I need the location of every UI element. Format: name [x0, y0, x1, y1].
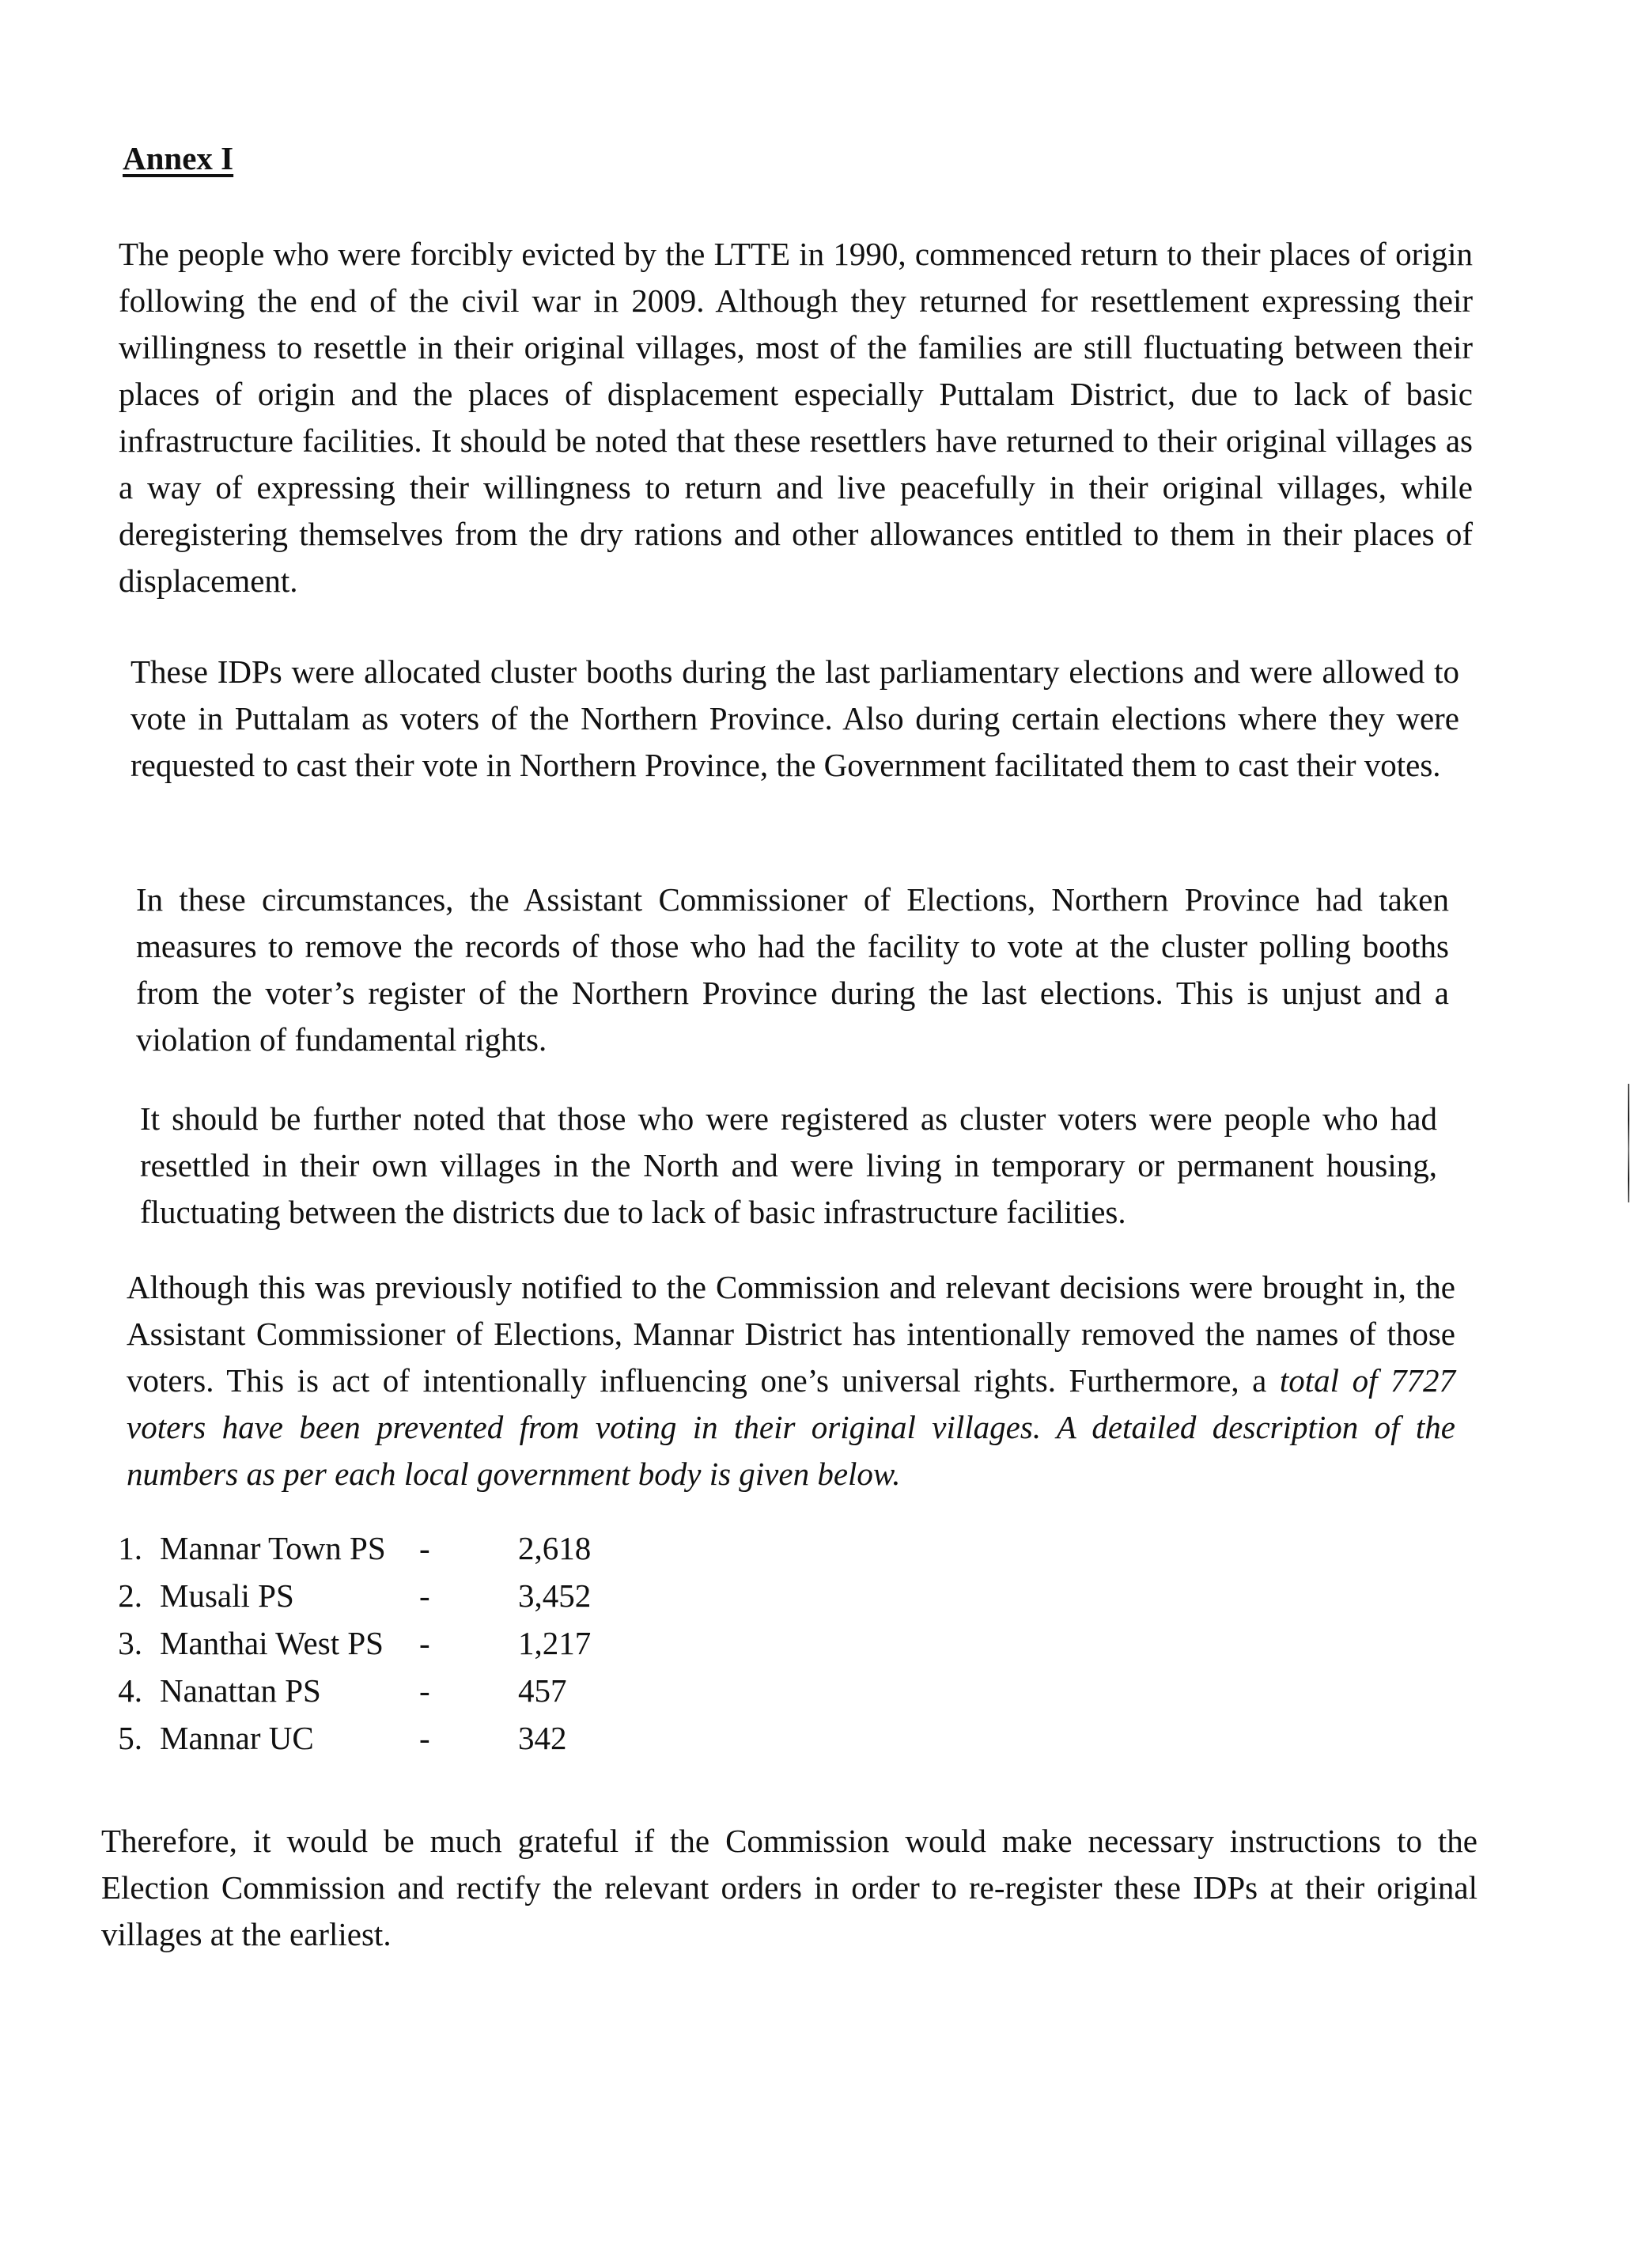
list-item-dash: - — [419, 1672, 430, 1709]
list-item-value: 342 — [518, 1720, 567, 1756]
list-item-dash: - — [419, 1720, 430, 1756]
list-item-value: 1,217 — [518, 1625, 592, 1661]
list-item-value: 2,618 — [518, 1530, 592, 1566]
annex-title: Annex I — [123, 140, 234, 176]
list-item-number: 3. — [118, 1625, 142, 1661]
list-item-dash: - — [419, 1530, 430, 1566]
list-item-dash: - — [419, 1625, 430, 1661]
paragraph-eviction-background: The people who were forcibly evicted by the LTTE in 1990, commenced return to their places of origin following the end of the civil war in 2009. Although they returned for resettlement expressing their willingness to resettle in their original villages, most of the families are still fluctuating between their places of origin and the places of displacement especially Puttalam District, due to lack of basic infrastructure facilities. It should be noted that these resettlers have returned to their original villages as a way of expressing their willingness to return and live peacefully in their original villages, while deregistering themselves from the dry rations and other allowances entitled to them in their places of displacement. — [119, 236, 1473, 599]
list-item-number: 4. — [118, 1672, 142, 1709]
list-item-body-name: Nanattan PS — [160, 1672, 321, 1709]
list-item-number: 1. — [118, 1530, 142, 1566]
list-item-number: 2. — [118, 1577, 142, 1614]
list-item-body-name: Mannar UC — [160, 1720, 314, 1756]
list-item-body-name: Musali PS — [160, 1577, 294, 1614]
list-item-body-name: Manthai West PS — [160, 1625, 384, 1661]
voter-count-list — [103, 1529, 656, 1766]
list-item — [103, 1529, 656, 1577]
list-item — [103, 1719, 656, 1766]
list-item-value: 457 — [518, 1672, 567, 1709]
list-item — [103, 1672, 656, 1719]
paragraph-request: Therefore, it would be much grateful if the Commission would make necessary instructions to the Election Commission and rectify the relevant orders in order to re-register these IDPs at their original villages at the earliest. — [101, 1823, 1477, 1952]
scan-margin-mark — [1628, 1084, 1629, 1202]
paragraph-cluster-booths: These IDPs were allocated cluster booths during the last parliamentary elections and were allowed to vote in Puttalam as voters of the Northern Province. Also during certain elections where they were requested to cast their vote in Northern Province, the Government facilitated them to cast their votes. — [131, 653, 1459, 783]
paragraph-names-removed — [127, 1264, 1455, 1497]
paragraph-names-removed-part1: Although this was previously notified to the Commission and relevant decisions were brought in, the Assistant Commissioner of Elections, Mannar District has intentionally removed the names of those voters. This is act of intentionally influencing one’s universal rights. Furthermore, a — [127, 1269, 1455, 1399]
list-item — [103, 1624, 656, 1672]
list-item-body-name: Mannar Town PS — [160, 1530, 386, 1566]
paragraph-names-removed-part2: total of 7727 voters have been prevented from voting in their original villages. A detailed description of the numbers as per each local government body is given below. — [127, 1362, 1455, 1492]
paragraph-cluster-voters: It should be further noted that those who were registered as cluster voters were people who had resettled in their own villages in the North and were living in temporary or permanent housing, fluctuating between the districts due to lack of basic infrastructure facilities. — [140, 1100, 1437, 1230]
list-item-dash: - — [419, 1577, 430, 1614]
list-item-number: 5. — [118, 1720, 142, 1756]
list-item — [103, 1577, 656, 1624]
list-item-value: 3,452 — [518, 1577, 592, 1614]
paragraph-records-removed: In these circumstances, the Assistant Commissioner of Elections, Northern Province had taken measures to remove the records of those who had the facility to vote at the cluster polling booths from the voter’s register of the Northern Province during the last elections. This is unjust and a violation of fundamental rights. — [136, 881, 1449, 1058]
